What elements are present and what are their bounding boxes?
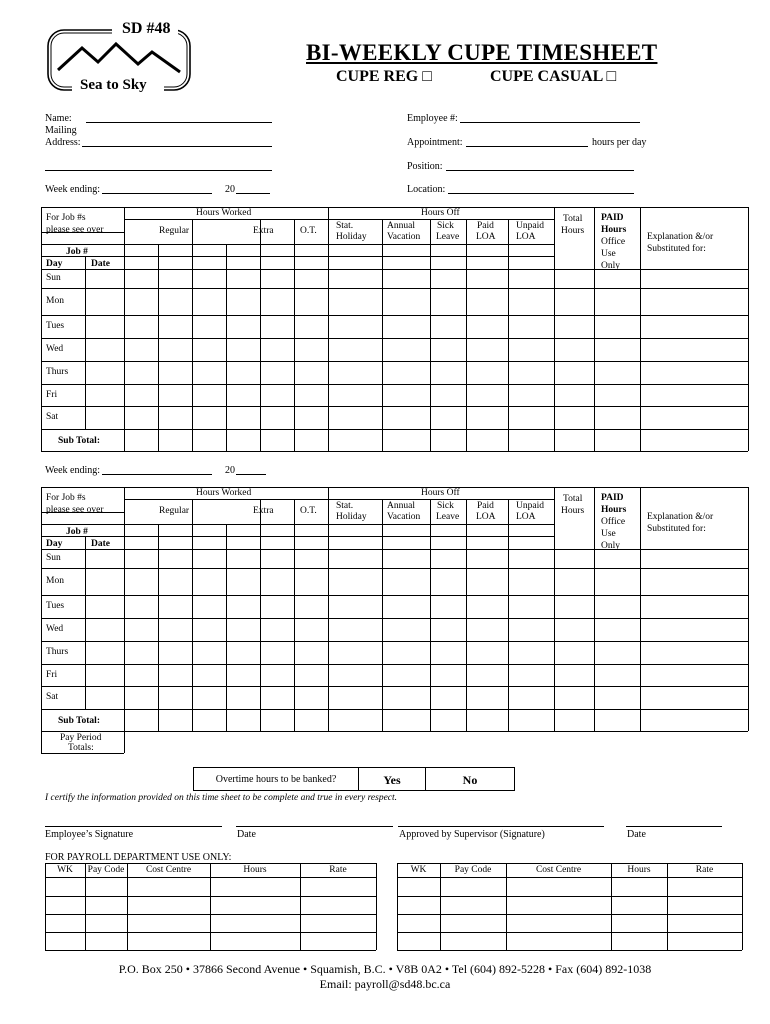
paid-loa-header: Paid: [477, 221, 494, 231]
payroll-row-divider: [397, 896, 742, 897]
address-label: Address:: [45, 137, 81, 148]
row-divider: [41, 315, 748, 316]
payroll-title: FOR PAYROLL DEPARTMENT USE ONLY:: [45, 852, 232, 863]
col-divider: [328, 207, 329, 451]
col-divider: [294, 244, 295, 451]
date-cell[interactable]: [86, 642, 124, 664]
paid-hours-header-4: Use: [601, 529, 616, 539]
for-job-label-2: please see over: [46, 505, 104, 515]
day-header-divider: [41, 256, 124, 257]
job-label: Job #: [66, 247, 88, 257]
col-divider: [158, 244, 159, 451]
day-label-sat: Sat: [46, 692, 59, 702]
table-left-border: [41, 207, 42, 451]
day-label-fri: Fri: [46, 670, 58, 680]
year-field-1[interactable]: [236, 193, 270, 194]
day-label-sun: Sun: [46, 553, 61, 563]
logo-bottom-text: Sea to Sky: [80, 77, 147, 93]
day-label-wed: Wed: [46, 344, 64, 354]
day-label-tues: Tues: [46, 321, 65, 331]
logo-top-text: SD #48: [122, 20, 171, 37]
date-cell[interactable]: [86, 596, 124, 618]
appointment-label: Appointment:: [407, 137, 463, 148]
date-cell[interactable]: [86, 385, 124, 406]
header-divider: [124, 499, 554, 500]
subtotal-label: Sub Total:: [58, 716, 100, 726]
hours-worked-header: Hours Worked: [196, 208, 252, 218]
payroll-row-divider: [45, 896, 376, 897]
stat-header: Stat.: [336, 501, 354, 511]
payroll-row-divider: [45, 877, 376, 878]
job-label: Job #: [66, 527, 88, 537]
payroll-left-header-pay-code: Pay Code: [87, 865, 125, 875]
row-divider: [41, 288, 748, 289]
payroll-left-header-hours: Hours: [243, 865, 267, 875]
row-divider: [41, 338, 748, 339]
payroll-right-header-cost-centre: Cost Centre: [535, 865, 582, 875]
cupe-casual-option: [490, 68, 616, 86]
date-field-1[interactable]: [236, 826, 393, 827]
date-field-2[interactable]: [626, 826, 722, 827]
payroll-row-divider: [45, 914, 376, 915]
paid-hours-header-3: Office: [601, 517, 626, 527]
cupe-reg-label: CUPE REG: [336, 68, 419, 85]
col-divider: [260, 219, 261, 244]
row-divider: [41, 618, 748, 619]
date-cell[interactable]: [86, 619, 124, 641]
employee-signature-label: Employee’s Signature: [45, 829, 134, 840]
table-bottom-border: [41, 731, 748, 732]
date-cell[interactable]: [86, 687, 124, 709]
header-divider: [124, 219, 554, 220]
total-header: Total: [563, 494, 583, 504]
row-divider: [554, 549, 748, 550]
position-label: Position:: [407, 161, 443, 172]
col-divider: [382, 499, 383, 731]
total-header-2: Hours: [561, 506, 585, 516]
year-field-2[interactable]: [236, 474, 266, 475]
ot-header: O.T.: [300, 226, 317, 236]
cupe-reg-option: [336, 68, 432, 86]
explanation-header-2: Substituted for:: [647, 244, 706, 254]
cupe-casual-label: CUPE CASUAL: [490, 68, 603, 85]
payroll-row-divider: [397, 950, 742, 951]
regular-header: Regular: [159, 506, 190, 516]
address-field-1[interactable]: [82, 146, 272, 147]
payroll-right-header-wk: WK: [410, 865, 427, 875]
annual-header-2: Vacation: [387, 512, 421, 522]
regular-header: Regular: [159, 226, 190, 236]
date-label-1: Date: [237, 829, 256, 840]
col-divider: [508, 219, 509, 451]
payroll-right-header-hours: Hours: [627, 865, 651, 875]
day-header-divider: [124, 256, 554, 257]
payroll-col-divider: [440, 863, 441, 950]
date-header: Date: [91, 259, 110, 269]
date-cell[interactable]: [86, 362, 124, 384]
mailing-label: Mailing: [45, 125, 77, 136]
payroll-col-divider: [611, 863, 612, 950]
row-divider: [41, 641, 748, 642]
date-cell[interactable]: [86, 550, 124, 568]
day-header: Day: [46, 539, 63, 549]
footer-email: Email: payroll@sd48.bc.ca: [319, 977, 451, 991]
payroll-row-divider: [397, 877, 742, 878]
payroll-col-divider: [85, 863, 86, 950]
pay-period-label: Pay Period: [60, 733, 102, 743]
subtotal-label: Sub Total:: [58, 436, 100, 446]
explanation-header-2: Substituted for:: [647, 524, 706, 534]
payroll-col-divider: [300, 863, 301, 950]
page-title: BI-WEEKLY CUPE TIMESHEET: [306, 40, 658, 65]
payroll-col-divider: [742, 863, 743, 950]
overtime-label: Overtime hours to be banked?: [215, 774, 337, 785]
day-label-fri: Fri: [46, 390, 58, 400]
col-divider: [466, 219, 467, 451]
job-divider: [41, 232, 124, 233]
col-divider: [294, 499, 295, 524]
table-bottom-border: [41, 753, 124, 754]
week-ending-label-1: Week ending:: [45, 184, 101, 195]
week-ending-label-2: Week ending:: [45, 465, 101, 476]
row-divider: [41, 361, 748, 362]
supervisor-signature-label: Approved by Supervisor (Signature): [399, 829, 545, 840]
ot-header: O.T.: [300, 506, 317, 516]
payroll-col-divider: [397, 863, 398, 950]
table-left-border: [41, 487, 42, 731]
overtime-yes-option[interactable]: Yes: [383, 773, 401, 787]
location-label: Location:: [407, 184, 446, 195]
paid-hours-header: PAID: [601, 493, 624, 503]
sick-header-2: Leave: [436, 232, 460, 242]
overtime-no-option[interactable]: No: [462, 773, 478, 787]
col-divider: [430, 219, 431, 451]
row-divider: [41, 595, 748, 596]
col-divider: [294, 524, 295, 731]
annual-header: Annual: [387, 501, 415, 511]
row-divider: [554, 269, 748, 270]
paid-hours-header-5: Only: [601, 261, 620, 271]
explanation-header: Explanation &/or: [647, 232, 714, 242]
unpaid-loa-header: Unpaid: [516, 501, 544, 511]
overtime-box: [193, 767, 515, 791]
annual-header-2: Vacation: [387, 232, 421, 242]
col-divider: [508, 499, 509, 731]
day-label-sat: Sat: [46, 412, 59, 422]
payroll-right-header-pay-code: Pay Code: [454, 865, 492, 875]
year-label-2: 20: [225, 465, 235, 476]
date-cell[interactable]: [86, 407, 124, 429]
sick-header: Sick: [437, 501, 454, 511]
row-divider: [41, 686, 748, 687]
col-divider: [430, 499, 431, 731]
payroll-left-header-cost-centre: Cost Centre: [145, 865, 192, 875]
district-logo: [42, 20, 198, 96]
paid-hours-header-2: Hours: [601, 225, 627, 235]
day-header: Day: [46, 259, 63, 269]
location-field[interactable]: [448, 193, 634, 194]
day-label-tues: Tues: [46, 601, 65, 611]
col-divider: [158, 524, 159, 731]
day-label-mon: Mon: [46, 296, 64, 306]
col-divider: [640, 207, 641, 451]
payroll-row-divider: [397, 914, 742, 915]
col-divider: [226, 244, 227, 451]
total-header: Total: [563, 214, 583, 224]
table-left-border: [41, 731, 42, 753]
row-divider: [41, 384, 748, 385]
date-cell[interactable]: [86, 270, 124, 288]
position-field[interactable]: [446, 170, 634, 171]
row-divider: [41, 568, 748, 569]
col-divider: [124, 731, 125, 753]
extra-header: Extra: [253, 506, 274, 516]
payroll-col-divider: [45, 863, 46, 950]
row-divider: [41, 429, 748, 430]
col-divider: [640, 487, 641, 731]
hours-worked-header: Hours Worked: [196, 488, 252, 498]
total-header-2: Hours: [561, 226, 585, 236]
stat-header-2: Holiday: [336, 512, 367, 522]
payroll-row-divider: [397, 932, 742, 933]
name-label: Name:: [45, 113, 72, 124]
cupe-reg-checkbox[interactable]: □: [422, 68, 432, 85]
day-header-divider: [41, 536, 124, 537]
col-divider: [382, 219, 383, 451]
col-divider: [226, 524, 227, 731]
unpaid-loa-header: Unpaid: [516, 221, 544, 231]
extra-header: Extra: [253, 226, 274, 236]
sick-header-2: Leave: [436, 512, 460, 522]
col-divider: [594, 487, 595, 731]
table-right-border: [748, 487, 749, 731]
employee-no-field[interactable]: [460, 122, 640, 123]
payroll-col-divider: [376, 863, 377, 950]
for-job-label-2: please see over: [46, 225, 104, 235]
col-divider: [124, 207, 125, 429]
payroll-row-divider: [45, 932, 376, 933]
payroll-left-header-rate: Rate: [329, 865, 347, 875]
address-field-2[interactable]: [45, 170, 272, 171]
stat-header-2: Holiday: [336, 232, 367, 242]
date-cell[interactable]: [86, 316, 124, 338]
col-divider: [192, 219, 193, 244]
date-cell[interactable]: [86, 569, 124, 595]
day-label-wed: Wed: [46, 624, 64, 634]
date-cell[interactable]: [86, 339, 124, 361]
col-divider: [260, 524, 261, 731]
appointment-field[interactable]: [466, 146, 588, 147]
explanation-header: Explanation &/or: [647, 512, 714, 522]
day-label-thurs: Thurs: [46, 367, 69, 377]
row-divider: [41, 709, 748, 710]
table-top-border: [41, 487, 748, 488]
col-divider: [594, 207, 595, 451]
col-divider: [192, 524, 193, 731]
hours-off-header: Hours Off: [421, 488, 460, 498]
certify-statement: I certify the information provided on this time sheet to be complete and true in every respect.: [45, 793, 398, 803]
week-ending-field-1[interactable]: [102, 193, 212, 194]
payroll-col-divider: [506, 863, 507, 950]
row-divider: [41, 664, 748, 665]
name-field[interactable]: [86, 122, 272, 123]
table-top-border: [41, 207, 748, 208]
col-divider: [124, 429, 125, 451]
col-divider: [260, 244, 261, 451]
paid-hours-header-5: Only: [601, 541, 620, 551]
date-label-2: Date: [627, 829, 646, 840]
col-divider: [294, 219, 295, 244]
supervisor-signature-field[interactable]: [398, 826, 604, 827]
payroll-right-header-rate: Rate: [695, 865, 714, 875]
paid-loa-header-2: LOA: [476, 512, 496, 522]
job-row-divider: [41, 244, 554, 245]
date-cell[interactable]: [86, 289, 124, 315]
paid-hours-header-4: Use: [601, 249, 616, 259]
stat-header: Stat.: [336, 221, 354, 231]
row-divider: [41, 406, 748, 407]
paid-hours-header: PAID: [601, 213, 624, 223]
day-label-mon: Mon: [46, 576, 64, 586]
date-cell[interactable]: [86, 665, 124, 686]
payroll-col-divider: [210, 863, 211, 950]
hours-off-header: Hours Off: [421, 208, 460, 218]
col-divider: [124, 487, 125, 709]
paid-loa-header-2: LOA: [476, 232, 496, 242]
sick-header: Sick: [437, 221, 454, 231]
paid-hours-header-2: Hours: [601, 505, 627, 515]
employee-signature-field[interactable]: [45, 826, 222, 827]
payroll-left-header-wk: WK: [57, 865, 73, 875]
day-label-sun: Sun: [46, 273, 61, 283]
col-divider: [554, 207, 555, 451]
payroll-row-divider: [397, 863, 742, 864]
for-job-label: For Job #s: [46, 493, 86, 503]
table-bottom-border: [41, 451, 748, 452]
paid-loa-header: Paid: [477, 501, 494, 511]
col-divider: [124, 709, 125, 731]
footer-address: P.O. Box 250 • 37866 Second Avenue • Squamish, B.C. • V8B 0A2 • Tel (604) 892-5228 • Fax (604) 892-1038: [118, 962, 652, 976]
payroll-col-divider: [667, 863, 668, 950]
week-ending-field-2[interactable]: [102, 474, 212, 475]
col-divider: [554, 487, 555, 731]
year-label-1: 20: [225, 184, 235, 195]
col-divider: [466, 499, 467, 731]
for-job-label: For Job #s: [46, 213, 86, 223]
pay-period-label-2: Totals:: [68, 743, 94, 753]
payroll-row-divider: [45, 950, 376, 951]
job-row-divider: [41, 524, 554, 525]
unpaid-loa-header-2: LOA: [516, 512, 536, 522]
day-header-divider: [124, 536, 554, 537]
date-header: Date: [91, 539, 110, 549]
col-divider: [328, 487, 329, 731]
cupe-casual-checkbox[interactable]: □: [606, 68, 617, 85]
col-divider: [192, 499, 193, 524]
payroll-col-divider: [127, 863, 128, 950]
employee-no-label: Employee #:: [407, 113, 458, 124]
col-divider: [260, 499, 261, 524]
unpaid-loa-header-2: LOA: [516, 232, 536, 242]
col-divider: [192, 244, 193, 451]
job-divider: [41, 512, 124, 513]
table-right-border: [748, 207, 749, 451]
annual-header: Annual: [387, 221, 415, 231]
day-label-thurs: Thurs: [46, 647, 69, 657]
hours-per-day-label: hours per day: [592, 137, 647, 148]
paid-hours-header-3: Office: [601, 237, 626, 247]
